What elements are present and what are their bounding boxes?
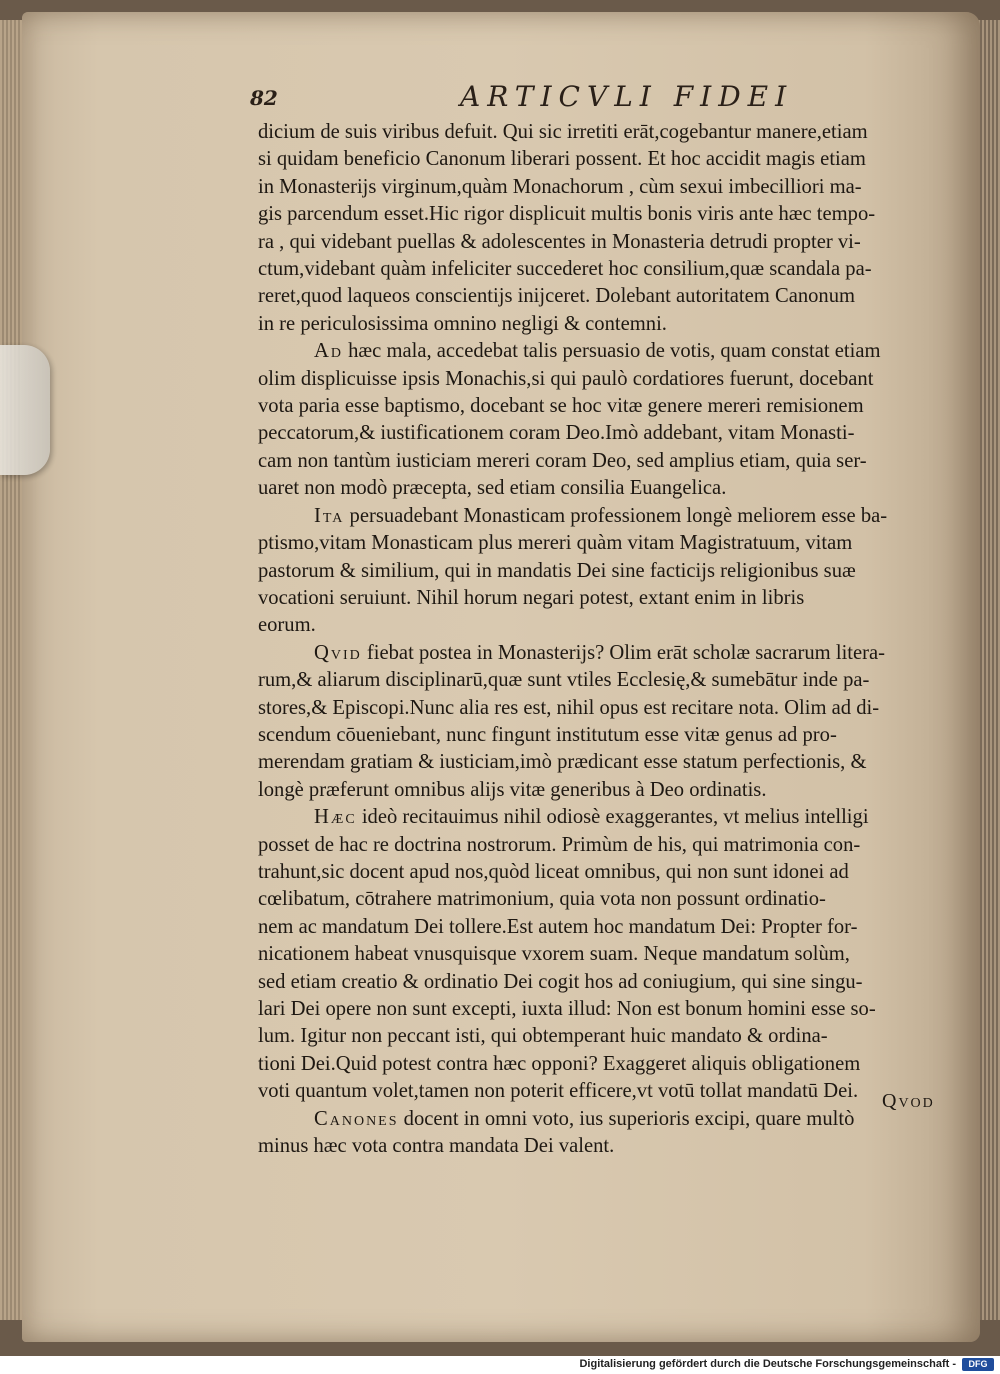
text-line-first — [258, 338, 953, 365]
text-line: merendam gratiam & iusticiam,imò prædicant esse statum perfectionis, & — [258, 751, 867, 774]
paragraph-lead-word: Ad — [314, 340, 343, 363]
text-line-rest: fiebat postea in Monasterijs? Olim erāt scholæ sacrarum litera- — [361, 641, 886, 664]
text-line-rest: persuadebant Monasticam professionem longè meliorem esse ba- — [344, 504, 888, 527]
text-line: vota paria esse baptismo, docebant se hoc vitæ genere mereri remisionem — [258, 395, 864, 418]
text-line: cœlibatum, cōtrahere matrimonium, quia vota non possunt ordinatio- — [258, 888, 826, 911]
text-line: pastorum & similium, qui in mandatis Dei sine facticijs religionibus suæ — [258, 559, 856, 582]
paragraph — [258, 119, 953, 338]
text-line: lari Dei opere non sunt excepti, iuxta illud: Non est bonum homini esse so- — [258, 998, 876, 1020]
paragraph — [258, 1106, 953, 1161]
page-edges-right — [978, 20, 1000, 1320]
text-line: sed etiam creatio & ordinatio Dei cogit hos ad coniugium, qui sine singu- — [258, 970, 863, 993]
text-line: posset de hac re doctrina nostrorum. Primùm de his, qui matrimonia con- — [258, 833, 861, 856]
paragraph — [258, 338, 953, 502]
text-line: in re periculosissima omnino negligi & contemni. — [258, 312, 667, 335]
text-line: longè præferunt omnibus alijs vitæ generibus à Deo ordinatis. — [258, 778, 767, 801]
catchword: Qvod — [882, 1090, 935, 1112]
text-line: gis parcendum esset.Hic rigor displicuit multis bonis viris ante hæc tempo- — [258, 203, 876, 226]
paragraph-lead-word: Canones — [314, 1107, 399, 1130]
text-line: ptismo,vitam Monasticam plus mereri quàm vitam Magistratuum, vitam — [258, 532, 853, 555]
text-line: trahunt,sic docent apud nos,quòd liceat omnibus, qui non sunt idonei ad — [258, 860, 849, 883]
text-line: reret,quod laqueos conscientijs inijceret. Dolebant autoritatem Canonum — [258, 285, 856, 308]
text-line: ra , qui videbant puellas & adolescentes in Monasteria detrudi propter vi- — [258, 230, 861, 253]
paragraph-lead-word: Ita — [314, 504, 345, 527]
paragraph-lead-word: Qvid — [314, 641, 362, 664]
text-line: lum. Igitur non peccant isti, qui obtemperant huic mandato & ordina- — [258, 1025, 828, 1048]
text-line-rest: hæc mala, accedebat talis persuasio de votis, quam constat etiam — [342, 340, 881, 363]
page-header — [250, 80, 960, 120]
text-line: nicationem habeat vnusquisque vxorem suam. Neque mandatum solùm, — [258, 943, 850, 966]
text-line-rest: docent in omni voto, ius superioris excipi, quare multò — [398, 1107, 855, 1130]
paragraph-lead-word: Hæc — [314, 806, 357, 829]
text-line: uaret non modò præcepta, sed etiam consilia Euangelica. — [258, 477, 727, 500]
text-line: peccatorum,& iustificationem coram Deo.Imò addebant, vitam Monasti- — [258, 422, 855, 445]
bookmark-strip — [0, 345, 50, 475]
text-line: eorum. — [258, 614, 316, 637]
paragraph — [258, 640, 953, 804]
text-line-first — [258, 640, 953, 667]
text-line: nem ac mandatum Dei tollere.Est autem hoc mandatum Dei: Propter for- — [258, 915, 858, 938]
paragraph — [258, 804, 953, 1105]
text-line-first — [258, 804, 953, 831]
paragraph — [258, 503, 953, 640]
page-number: 82 — [250, 86, 278, 110]
body-text — [258, 119, 953, 1160]
text-line-rest: ideò recitauimus nihil odiosè exaggerantes, vt melius intelligi — [356, 806, 869, 829]
text-line: voti quantum volet,tamen non poterit efficere,vt votū tollat mandatū Dei. — [258, 1080, 859, 1103]
text-line: scendum cōueniebant, nunc fingunt institutum esse vitæ genus ad pro- — [258, 723, 837, 746]
footer-bar — [0, 1356, 1000, 1374]
footer-text: Digitalisierung gefördert durch die Deutsche Forschungsgemeinschaft - — [579, 1358, 956, 1370]
text-line: vocationi seruiunt. Nihil horum negari potest, extant enim in libris — [258, 586, 805, 609]
text-line: in Monasterijs virginum,quàm Monachorum , cùm sexui imbecilliori ma- — [258, 175, 862, 198]
text-line: si quidam beneficio Canonum liberari possent. Et hoc accidit magis etiam — [258, 148, 866, 171]
text-line: cam non tantùm iusticiam mereri coram Deo, sed amplius etiam, quia ser- — [258, 449, 867, 472]
dfg-logo: DFG — [962, 1358, 994, 1371]
text-line: olim displicuisse ipsis Monachis,si qui paulò cordatiores fuerunt, docebant — [258, 367, 874, 390]
text-line: minus hæc vota contra mandata Dei valent. — [258, 1135, 615, 1158]
text-line-first — [258, 1106, 953, 1133]
running-head: ARTICVLI FIDEI — [460, 80, 794, 113]
text-line: tioni Dei.Quid potest contra hæc opponi? Exaggeret aliquis obligationem — [258, 1052, 861, 1075]
text-line: rum,& aliarum disciplinarū,quæ sunt vtiles Ecclesię,& sumebātur inde pa- — [258, 669, 870, 692]
text-line: dicium de suis viribus defuit. Qui sic irretiti erāt,cogebantur manere,etiam — [258, 121, 868, 143]
text-line: ctum,videbant quàm infeliciter succederet hoc consilium,quæ scandala pa- — [258, 258, 872, 281]
text-line: stores,& Episcopi.Nunc alia res est, nihil opus est recitare nota. Olim ad di- — [258, 696, 880, 719]
text-line-first — [258, 503, 953, 530]
